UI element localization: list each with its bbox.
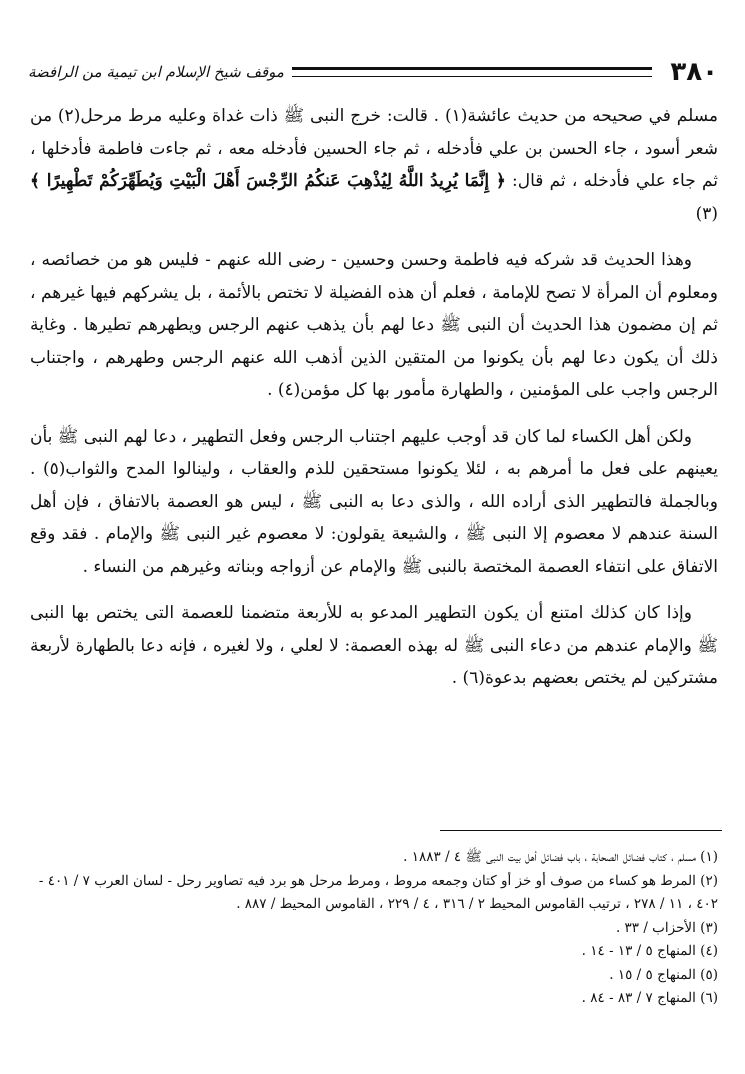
running-title: موقف شيخ الإسلام ابن تيمية من الرافضة <box>28 63 284 81</box>
paragraph-4: وإذا كان كذلك امتنع أن يكون التطهير المدعو به للأربعة متضمنا للعصمة التى يختص بها النبى ﷺ والإمام عندهم من دعاء النبى ﷺ له بهذه العصمة: لا لعلي ، ولا لغيره ، فإنه دعا بالطهارة لأربعة مشتركين لم يختص بعضهم بدعوة(٦) . <box>30 603 718 688</box>
footnote-ref-3: (٣) <box>695 203 718 224</box>
footnote-1: (١) مسلم ، كتاب فضائل الصحابة ، باب فضائل أهل بيت النبى ﷺ ٤ / ١٨٨٣ . <box>403 849 718 865</box>
paragraph-1-text: مسلم في صحيحه من حديث عائشة(١) . قالت: خرج النبى ﷺ ذات غداة وعليه مرط مرحل(٢) من شعر أسود ، جاء الحسن بن علي فأدخله ، ثم جاء الحسين فأدخله معه ، ثم جاءت فاطمة فأدخلها ، ثم جاء علي فأدخله ، ثم قال: <box>30 106 718 191</box>
paragraph-2: وهذا الحديث قد شركه فيه فاطمة وحسن وحسين - رضى الله عنهم - فليس هو من خصائصه ، ومعلوم أن المرأة لا تصح للإمامة ، فعلم أن هذه الفضيلة لا تختص بالأئمة ، بل يشركهم فيها غيرهم ، ثم إن مضمون هذا الحديث أن النبى ﷺ دعا لهم بأن يذهب عنهم الرجس ويطهرهم تطيرها . وغاية ذلك أن يكون دعا لهم بأن يكونوا من المتقين الذين أذهب الله عنهم الرجس وطهرهم ، واجتناب الرجس واجب على المؤمنين ، والطهارة مأمور بها كل مؤمن(٤) . <box>30 250 718 400</box>
paragraph-1 <box>30 100 718 230</box>
page-number: ٣٨٠ <box>670 57 718 87</box>
footnote-5: (٥) المنهاج ٥ / ١٥ . <box>609 966 718 983</box>
footnote-2: (٢) المرط هو كساء من صوف أو خز أو كتان وجمعه مروط ، ومرط مرحل هو برد فيه تصاوير رحل - لسان العرب ٧ / ٤٠١ - ٤٠٢ ، ١١ / ٢٧٨ ، ترتيب القاموس المحيط ٢ / ٣١٦ ، ٤ / ٢٢٩ ، القاموس المحيط / ٨٨٧ . <box>38 872 718 912</box>
footnote-6: (٦) المنهاج ٧ / ٨٣ - ٨٤ . <box>581 990 718 1006</box>
footnotes <box>30 846 718 1011</box>
quran-verse: ﴿ إِنَّمَا يُرِيدُ اللَّهُ لِيُذْهِبَ عَنكُمُ الرِّجْسَ أَهْلَ الْبَيْتِ وَيُطَهِّرَكُمْ تَطْهِيرًا ﴾ <box>30 171 506 191</box>
header-rule <box>292 67 652 77</box>
page-header <box>28 52 718 92</box>
main-text <box>30 100 718 709</box>
footnote-4: (٤) المنهاج ٥ / ١٣ - ١٤ . <box>581 943 718 959</box>
footnote-3: (٣) الأحزاب / ٣٣ . <box>615 919 718 936</box>
paragraph-3: ولكن أهل الكساء لما كان قد أوجب عليهم اجتناب الرجس وفعل التطهير ، دعا لهم النبى ﷺ بأن يعينهم على فعل ما أمرهم به ، لئلا يكونوا مستحقين للذم والعقاب ، ولينالوا المدح والثواب(٥) . وبالجملة فالتطهير الذى أراده الله ، والذى دعا به النبى ﷺ ، ليس هو العصمة بالاتفاق ، فإن أهل السنة عندهم لا معصوم إلا النبى ﷺ ، والشيعة يقولون: لا معصوم غير النبى ﷺ والإمام . فقد وقع الاتفاق على انتفاء العصمة المختصة بالنبى ﷺ والإمام عن أزواجه وبناته وغيرهم من النساء . <box>30 426 718 577</box>
footnote-separator <box>440 830 722 831</box>
